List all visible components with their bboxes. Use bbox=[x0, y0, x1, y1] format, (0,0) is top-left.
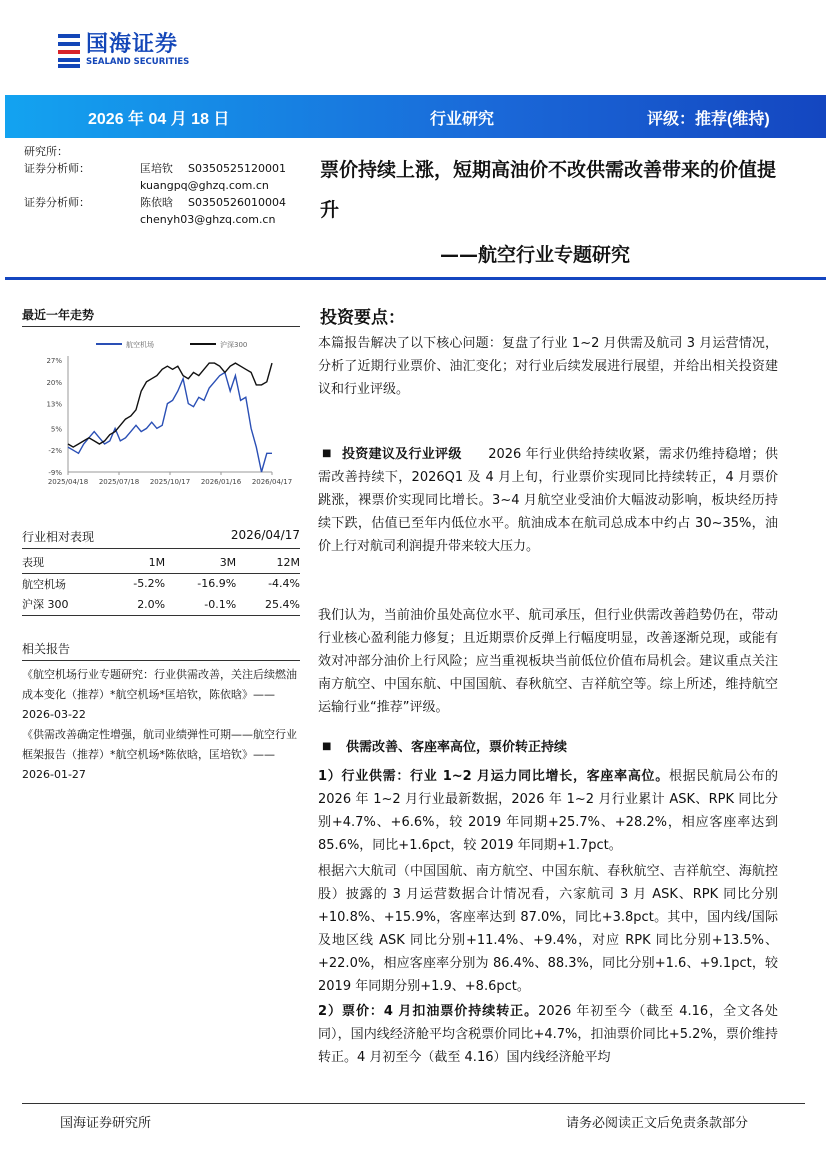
analyst-name: 匡培钦 bbox=[140, 162, 173, 175]
th: 3M bbox=[219, 555, 237, 569]
analyst-email[interactable]: kuangpq@ghzq.com.cn bbox=[140, 179, 269, 192]
bullet-1-paragraph bbox=[318, 443, 778, 558]
report-subtitle: ——航空行业专题研究 bbox=[440, 244, 631, 266]
logo-en: SEALAND SECURITIES bbox=[86, 57, 190, 67]
perf-title: 行业相对表现 bbox=[22, 530, 95, 544]
related-title: 相关报告 bbox=[22, 640, 300, 661]
header-banner bbox=[5, 95, 826, 138]
bullet-2-title: 供需改善、客座率高位，票价转正持续 bbox=[346, 740, 568, 755]
divider bbox=[5, 277, 826, 280]
td: -16.9% bbox=[197, 577, 237, 591]
analyst-info bbox=[24, 143, 286, 228]
perf-table bbox=[22, 552, 300, 616]
x-tick-label: 2026/01/16 bbox=[200, 478, 242, 486]
bullet-1-title: 投资建议及行业评级 bbox=[342, 447, 462, 462]
td: 2.0% bbox=[137, 597, 166, 611]
bullet-1-text: 2026 年行业供给持续收紧，需求仍维持稳增；供需改善持续下，2026Q1 及 4 月上旬，行业票价实现同比持续转正，4 月票价跳涨，裸票价实现同比增长。3~4 月航空业受油价大幅波动影响，板块经历持续下跌，估值已至年内低位水平。航油成本在航司总成本中约占 30~35%，油价上行对航司利润提升带来较大压力。 bbox=[318, 447, 778, 554]
report-title: 票价持续上涨，短期高油价不改供需改善带来的价值提升 bbox=[320, 159, 777, 221]
section-heading: 投资要点： bbox=[320, 308, 405, 328]
role: 证券分析师： bbox=[24, 196, 90, 209]
trend-chart bbox=[22, 330, 300, 490]
x-tick-label: 2025/07/18 bbox=[98, 478, 140, 486]
analyst-name: 陈依晗 bbox=[140, 196, 173, 209]
paragraph: 根据六大航司（中国国航、南方航空、中国东航、春秋航空、吉祥航空、海航控股）披露的 3 月运营数据合计情况看，六家航司 3 月 ASK、RPK 同比分别+10.8%、+15.9%，客座率达到 87.0%，同比+3.8pct。其中，国内线/国际及地区线 ASK 同比分别+11.4%、+9.4%，对应 RPK 同比分别+13.5%、+22.0%，相应客座率分别为 86.4%、88.3%，同比分别+1.6、+9.1pct，较 2019 年同期分别+1.9、+8.6pct。 bbox=[318, 864, 778, 994]
perf-date: 2026/04/17 bbox=[230, 528, 300, 542]
y-tick-label: -2% bbox=[48, 447, 62, 456]
analyst-id: S0350526010004 bbox=[188, 196, 286, 209]
related-report-item[interactable]: 《航空机场行业专题研究：行业供需改善，关注后续燃油成本变化（推荐）*航空机场*匡培钦，陈依晗》——2026-03-22 bbox=[22, 668, 297, 721]
td: 沪深 300 bbox=[22, 598, 69, 612]
td: -5.2% bbox=[133, 577, 166, 591]
table-row bbox=[22, 594, 300, 615]
legend-label: 沪深300 bbox=[220, 341, 248, 349]
analyst-id: S0350525120001 bbox=[188, 162, 286, 175]
y-tick-label: 20% bbox=[46, 378, 62, 387]
y-tick-label: -9% bbox=[48, 469, 62, 477]
y-tick-label: 5% bbox=[50, 425, 62, 434]
x-tick-label: 2025/04/18 bbox=[47, 478, 89, 486]
footer-disclaimer: 请务必阅读正文后免责条款部分 bbox=[566, 1116, 749, 1131]
y-tick-label: 27% bbox=[46, 357, 62, 365]
td: 航空机场 bbox=[22, 577, 66, 591]
rating: 评级：推荐(维持) bbox=[647, 111, 770, 128]
series-line-0 bbox=[68, 372, 272, 472]
table-header bbox=[22, 552, 300, 573]
performance-section bbox=[22, 528, 300, 616]
report-date: 2026 年 04 月 18 日 bbox=[88, 111, 230, 128]
series-line-1 bbox=[68, 363, 272, 447]
th: 12M bbox=[276, 555, 300, 569]
paragraph-text: 根据民航局公布的 2026 年 1~2 月行业最新数据，2026 年 1~2 月行业累计 ASK、RPK 同比分别+4.7%、+6.6%，较 2019 年同期+25.7%、+28.2%，相应客座率达到 85.6%，同比+1.6pct，较 2019 年同期+1.7pct。 bbox=[318, 769, 778, 853]
footer-left: 国海证券研究所 bbox=[60, 1116, 152, 1131]
td: -0.1% bbox=[204, 597, 237, 611]
related-reports bbox=[22, 640, 300, 785]
paragraph-lead: 1）行业供需：行业 1~2 月运力同比增长，客座率高位。 bbox=[318, 769, 669, 784]
paragraph bbox=[318, 765, 778, 857]
paragraph-text: 2026 年初至今（截至 4.16，全文各处同），国内线经济舱平均含税票价同比+4.7%，扣油票价同比+5.2%，票价维持转正。4 月初至今（截至 4.16）国内线经济舱平均 bbox=[318, 1004, 779, 1065]
x-tick-label: 2025/10/17 bbox=[149, 478, 191, 486]
x-tick-label: 2026/04/17 bbox=[251, 478, 293, 486]
logo-cn: 国海证券 bbox=[86, 32, 179, 57]
role: 证券分析师： bbox=[24, 162, 90, 175]
related-report-item[interactable]: 《供需改善确定性增强，航司业绩弹性可期——航空行业框架报告（推荐）*航空机场*陈依晗，匡培钦》——2026-01-27 bbox=[22, 728, 297, 781]
paragraph: 我们认为，当前油价虽处高位水平、航司承压，但行业供需改善趋势仍在，带动行业核心盈利能力修复；且近期票价反弹上行幅度明显，改善逐渐兑现，或能有效对冲部分油价上行风险；应当重视板块当前低位价值布局机会。建议重点关注南方航空、中国东航、中国国航、春秋航空、吉祥航空等。综上所述，维持航空运输行业“推荐”评级。 bbox=[318, 608, 778, 715]
footer-divider bbox=[22, 1103, 805, 1104]
td: 25.4% bbox=[265, 597, 300, 611]
bullet-icon: ■ bbox=[322, 448, 332, 459]
analyst-email[interactable]: chenyh03@ghzq.com.cn bbox=[140, 213, 276, 226]
institute-label: 研究所： bbox=[24, 145, 68, 158]
y-tick-label: 13% bbox=[46, 400, 62, 409]
legend-label: 航空机场 bbox=[126, 341, 154, 349]
bullet-icon: ■ bbox=[322, 741, 332, 752]
intro-paragraph: 本篇报告解决了以下核心问题：复盘了行业 1~2 月供需及航司 3 月运营情况，分析了近期行业票价、油汇变化；对行业后续发展进行展望，并给出相关投资建议和行业评级。 bbox=[318, 336, 778, 397]
logo-icon bbox=[58, 32, 80, 68]
th: 1M bbox=[148, 555, 166, 569]
paragraph-lead: 2）票价：4 月扣油票价持续转正。 bbox=[318, 1004, 539, 1019]
logo bbox=[58, 32, 189, 68]
trend-title: 最近一年走势 bbox=[22, 306, 300, 327]
th: 表现 bbox=[22, 556, 44, 570]
table-row bbox=[22, 573, 300, 594]
report-type: 行业研究 bbox=[430, 111, 495, 128]
paragraph bbox=[318, 1000, 778, 1069]
td: -4.4% bbox=[268, 577, 300, 591]
